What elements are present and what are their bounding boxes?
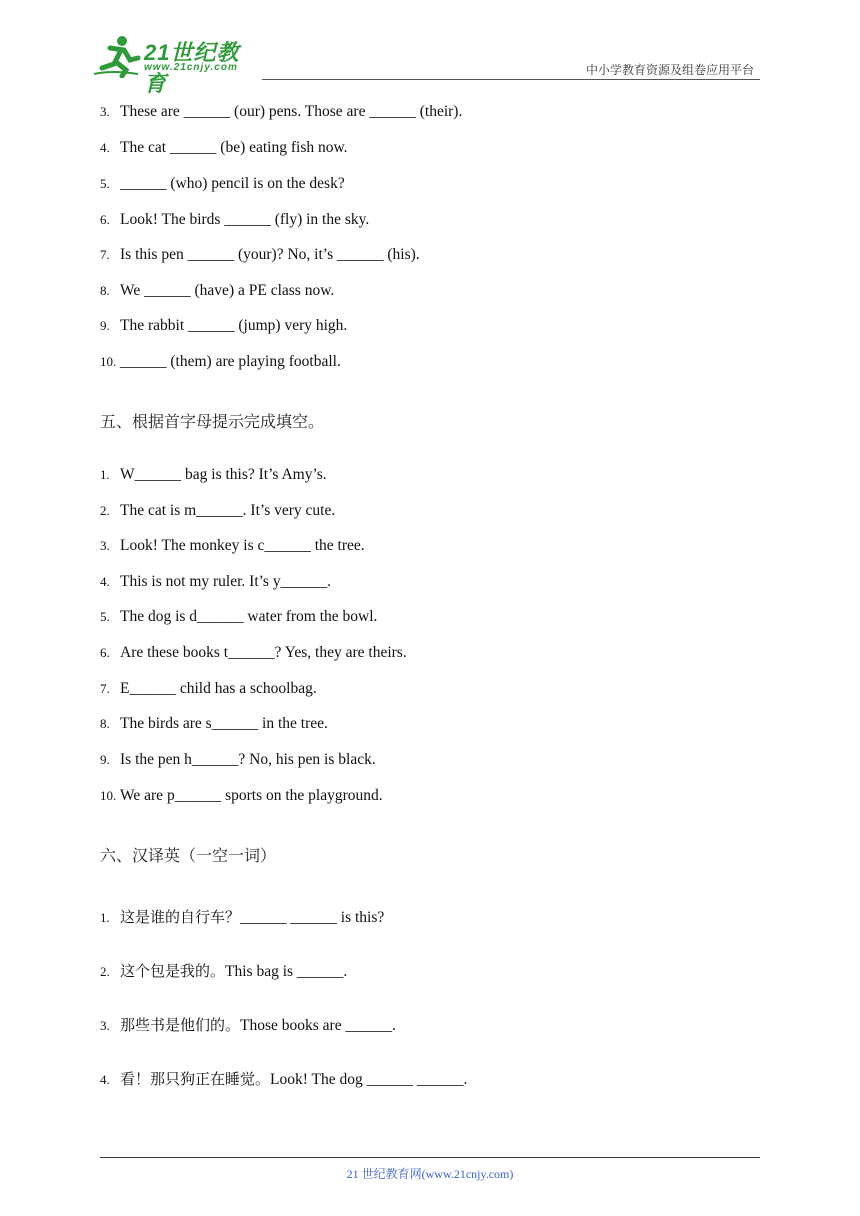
list-item bbox=[100, 139, 348, 157]
list-item bbox=[100, 246, 420, 264]
item-number: 9. bbox=[100, 318, 110, 333]
list-item bbox=[100, 537, 365, 555]
item-number: 5. bbox=[100, 176, 110, 191]
item-number: 6. bbox=[100, 212, 110, 227]
item-number: 1. bbox=[100, 467, 110, 482]
item-number: 2. bbox=[100, 964, 110, 979]
list-item bbox=[100, 608, 377, 626]
logo-url: www.21cnjy.com bbox=[144, 62, 238, 73]
item-text: This is not my ruler. It’s y______. bbox=[120, 573, 331, 590]
item-number: 7. bbox=[100, 681, 110, 696]
list-item bbox=[100, 211, 369, 229]
footer-divider bbox=[100, 1157, 760, 1158]
list-item bbox=[100, 751, 376, 769]
list-item bbox=[100, 103, 462, 121]
item-number: 8. bbox=[100, 716, 110, 731]
item-number: 3. bbox=[100, 538, 110, 553]
list-item bbox=[100, 175, 345, 193]
item-number: 1. bbox=[100, 910, 110, 925]
header-platform-text: 中小学教育资源及组卷应用平台 bbox=[585, 63, 754, 77]
list-item bbox=[100, 962, 347, 981]
item-text: The birds are s______ in the tree. bbox=[120, 715, 328, 732]
section-five-title: 五、根据首字母提示完成填空。 bbox=[100, 412, 325, 431]
list-item bbox=[100, 644, 407, 662]
logo-text: 21世纪教育 bbox=[144, 40, 240, 96]
list-item bbox=[100, 502, 335, 520]
item-number: 9. bbox=[100, 752, 110, 767]
item-number: 8. bbox=[100, 283, 110, 298]
english-blank: Look! The dog ______ ______. bbox=[270, 1071, 468, 1088]
page-header bbox=[0, 0, 860, 96]
runner-logo-icon bbox=[92, 34, 142, 78]
chinese-prompt: 这是谁的自行车？ bbox=[120, 908, 241, 926]
list-item bbox=[100, 353, 341, 371]
site-logo bbox=[92, 34, 262, 96]
item-text: Is this pen ______ (your)? No, it’s ______ (his). bbox=[120, 246, 420, 263]
item-text: Look! The birds ______ (fly) in the sky. bbox=[120, 211, 370, 228]
list-item bbox=[100, 1070, 467, 1089]
item-text: The cat is m______. It’s very cute. bbox=[120, 502, 336, 519]
item-text: Look! The monkey is c______ the tree. bbox=[120, 537, 365, 554]
item-number: 3. bbox=[100, 1018, 110, 1033]
list-item bbox=[100, 282, 334, 300]
list-item bbox=[100, 680, 317, 698]
item-text: ______ (who) pencil is on the desk? bbox=[120, 175, 345, 192]
item-number: 4. bbox=[100, 140, 110, 155]
item-number: 3. bbox=[100, 104, 110, 119]
list-item bbox=[100, 787, 383, 805]
item-text: We are p______ sports on the playground. bbox=[120, 787, 383, 804]
list-item bbox=[100, 573, 331, 591]
english-blank: This bag is ______. bbox=[225, 963, 348, 980]
list-item bbox=[100, 715, 328, 733]
header-divider bbox=[262, 79, 760, 80]
list-item bbox=[100, 1016, 396, 1035]
item-number: 5. bbox=[100, 609, 110, 624]
item-number: 6. bbox=[100, 645, 110, 660]
section-six-title: 六、汉译英（一空一词） bbox=[100, 846, 277, 865]
item-text: E______ child has a schoolbag. bbox=[120, 680, 317, 697]
item-number: 10. bbox=[100, 354, 117, 369]
chinese-prompt: 看！那只狗正在睡觉。 bbox=[120, 1070, 271, 1088]
english-blank: ______ ______ is this? bbox=[240, 909, 385, 926]
list-item bbox=[100, 317, 347, 335]
item-number: 10. bbox=[100, 788, 117, 803]
item-text: The cat ______ (be) eating fish now. bbox=[120, 139, 348, 156]
item-number: 7. bbox=[100, 247, 110, 262]
item-text: These are ______ (our) pens. Those are ______ (their). bbox=[120, 103, 463, 120]
list-item bbox=[100, 908, 384, 927]
item-text: W______ bag is this? It’s Amy’s. bbox=[120, 466, 327, 483]
item-text: Is the pen h______? No, his pen is black. bbox=[120, 751, 376, 768]
footer-link[interactable]: 21 世纪教育网(www.21cnjy.com) bbox=[346, 1167, 514, 1181]
chinese-prompt: 那些书是他们的。 bbox=[120, 1016, 241, 1034]
english-blank: Those books are ______. bbox=[240, 1017, 396, 1034]
item-text: ______ (them) are playing football. bbox=[120, 353, 341, 370]
item-number: 2. bbox=[100, 503, 110, 518]
item-number: 4. bbox=[100, 574, 110, 589]
item-text: We ______ (have) a PE class now. bbox=[120, 282, 335, 299]
item-text: The dog is d______ water from the bowl. bbox=[120, 608, 378, 625]
item-text: The rabbit ______ (jump) very high. bbox=[120, 317, 348, 334]
list-item bbox=[100, 466, 327, 484]
item-number: 4. bbox=[100, 1072, 110, 1087]
chinese-prompt: 这个包是我的。 bbox=[120, 962, 226, 980]
item-text: Are these books t______? Yes, they are theirs. bbox=[120, 644, 407, 661]
